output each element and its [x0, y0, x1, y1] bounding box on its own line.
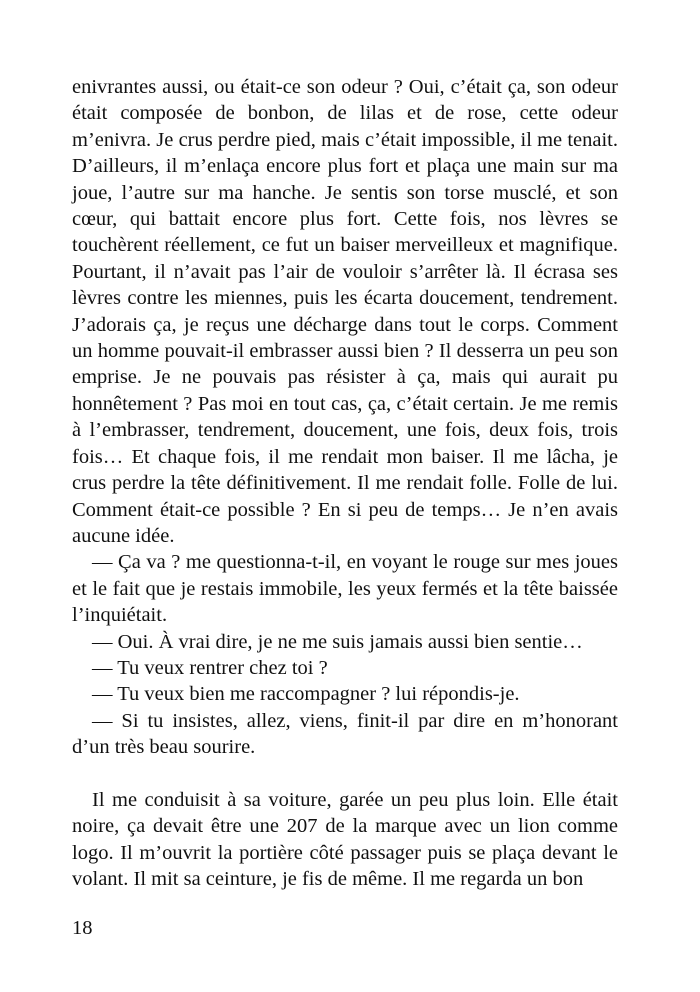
dialogue-line-ca-va: — Ça va ? me questionna-t-il, en voyant le rouge sur mes joues et le fait que je restais immobile, les yeux fermés et la tête baissée l’inquiétait.	[72, 551, 618, 627]
page-number: 18	[72, 917, 93, 939]
dialogue-line-rentrer: — Tu veux rentrer chez toi ?	[92, 656, 328, 679]
paragraph-kiss-narration: enivrantes aussi, ou était-ce son odeur ? Oui, c’était ça, son odeur était composée de bonbon, de lilas et de rose, cette odeur m’enivra. Je crus perdre pied, mais c’était impossible, il me tenait. D’ailleurs, il m’enlaça encore plus fort et plaça une main sur ma joue, l’autre sur ma hanche. Je sentis son torse musclé, et son cœur, qui battait encore plus fort. Cette fois, nos lèvres se touchèrent réellement, ce fut un baiser merveilleux et magnifique. Pourtant, il n’avait pas l’air de vouloir s’arrêter là. Il écrasa ses lèvres contre les miennes, puis les écarta doucement, tendrement. J’adorais ça, je reçus une décharge dans tout le corps. Comment un homme pouvait-il embrasser aussi bien ? Il desserra un peu son emprise. Je ne pouvais pas résister à ça, mais qui aurait pu honnêtement ? Pas moi en tout cas, ça, c’était certain. Je me remis à l’embrasser, tendrement, doucement, une fois, deux fois, trois fois… Et chaque fois, il me rendait mon baiser. Il me lâcha, je crus perdre la tête définitivement. Il me rendait folle. Folle de lui. Comment était-ce possible ? En si peu de temps… Je n’en avais aucune idée.	[72, 76, 618, 547]
body-text	[72, 74, 618, 893]
paragraph-break	[72, 761, 618, 787]
paragraph-car-narration: Il me conduisit à sa voiture, garée un peu plus loin. Elle était noire, ça devait être une 207 de la marque avec un lion comme logo. Il m’ouvrit la portière côté passager puis se plaça devant le volant. Il mit sa ceinture, je fis de même. Il me regarda un bon	[72, 788, 618, 891]
dialogue-line-raccompagner: — Tu veux bien me raccompagner ? lui répondis-je.	[92, 683, 520, 706]
dialogue-line-oui: — Oui. À vrai dire, je ne me suis jamais aussi bien sentie…	[92, 630, 583, 653]
dialogue-line-insistes: — Si tu insistes, allez, viens, finit-il par dire en m’honorant d’un très beau sourire.	[72, 709, 618, 759]
